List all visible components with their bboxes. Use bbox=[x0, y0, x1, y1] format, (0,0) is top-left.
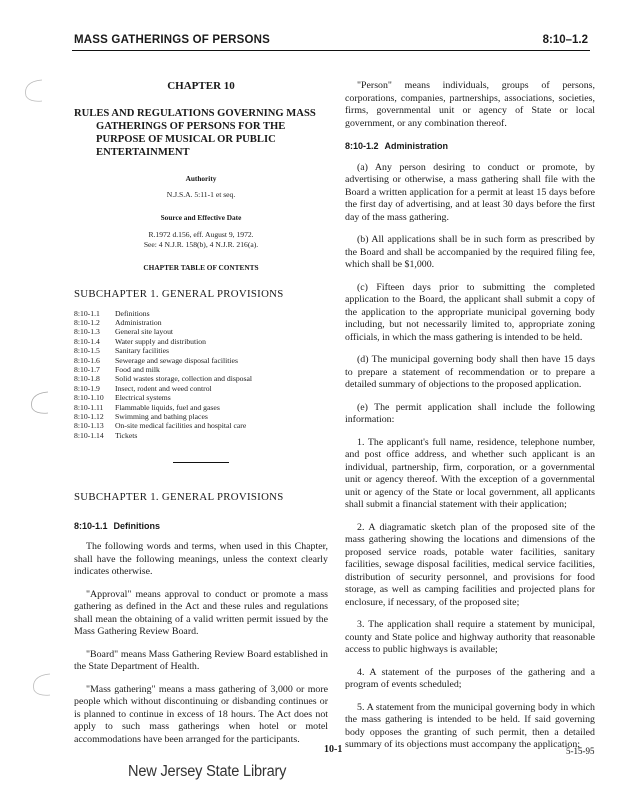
toc-number: 8:10-1.1 bbox=[74, 308, 100, 318]
punch-hole-mark bbox=[22, 78, 46, 104]
paragraph: 5. A statement from the municipal governing body in which the mass gathering is intended to be held. If said governing body opposes the granting of such permit, then a detailed summary of its objections must accompany the application; bbox=[345, 701, 595, 750]
toc-number: 8:10-1.9 bbox=[74, 383, 100, 393]
running-header-title: MASS GATHERINGS OF PERSONS bbox=[74, 34, 271, 46]
toc-entry bbox=[74, 374, 328, 383]
header-rule bbox=[72, 50, 590, 51]
toc-label: Solid wastes storage, collection and disposal bbox=[115, 374, 253, 384]
paragraph: "Person" means individuals, groups of persons, corporations, companies, partnerships, associations, societies, firms, governmental unit or agency of State or local government, or any combination thereof. bbox=[345, 80, 595, 129]
paragraph: 2. A diagramatic sketch plan of the proposed site of the mass gathering showing the locations and dimensions of the proposed service roads, potable water facilities, sanitary facilities, sewage disposal facilities, medical service facilities, distribution of security personnel, and provisions for food storage, as well as camping facilities and projected plans for enclosure, if necessary, of the proposed site; bbox=[345, 521, 595, 608]
paragraph: 4. A statement of the purposes of the gathering and a program of events scheduled; bbox=[345, 666, 595, 690]
library-stamp: New Jersey State Library bbox=[128, 763, 287, 780]
page-number: 10-1 bbox=[324, 744, 343, 755]
section-label: Administration bbox=[384, 141, 449, 151]
toc-heading: CHAPTER TABLE OF CONTENTS bbox=[143, 262, 259, 272]
paragraph: 3. The application shall require a statement by municipal, county and State police and highway authority that reasonable access to public highways is available; bbox=[345, 619, 595, 655]
toc-label: Flammable liquids, fuel and gases bbox=[115, 402, 220, 412]
toc-entry bbox=[74, 431, 328, 440]
chapter-number: CHAPTER 10 bbox=[167, 80, 235, 92]
section-separator bbox=[173, 462, 229, 463]
subchapter-title: SUBCHAPTER 1. GENERAL PROVISIONS bbox=[74, 491, 284, 504]
toc-label: Sewerage and sewage disposal facilities bbox=[115, 355, 238, 365]
toc-number: 8:10-1.2 bbox=[74, 317, 100, 327]
source-line: See: 4 N.J.R. 158(b), 4 N.J.R. 216(a). bbox=[143, 239, 259, 249]
source-heading: Source and Effective Date bbox=[160, 213, 242, 222]
paragraph: "Mass gathering" means a mass gathering of 3,000 or more people which without discontinuing or disbanding continues or is planned to continue in excess of 18 hours. The Act does not apply to such mass gatherings when hotel or motel accommodations have been arranged for the participants. bbox=[74, 683, 328, 745]
right-column bbox=[345, 70, 595, 762]
source-text bbox=[74, 230, 328, 250]
left-column bbox=[74, 70, 328, 756]
toc-label: Insect, rodent and weed control bbox=[115, 383, 212, 393]
section-code: 8:10-1.2 bbox=[345, 141, 379, 151]
source-line: R.1972 d.156, eff. August 9, 1972. bbox=[148, 229, 254, 239]
paragraph: "Approval" means approval to conduct or promote a mass gathering as defined in the Act and these rules and regulations shall mean the obtaining of a valid written permit issued by the Mass Gathering Review Board. bbox=[74, 588, 328, 638]
table-of-contents bbox=[74, 309, 328, 441]
paragraph: (a) Any person desiring to conduct or promote, by advertising or otherwise, a mass gathering shall file with the Board a written application for a permit at least 15 days before the first day of advertising, and at least 30 days before the first day of the mass gathering. bbox=[345, 161, 595, 223]
toc-entry bbox=[74, 393, 328, 402]
toc-number: 8:10-1.5 bbox=[74, 346, 100, 356]
toc-number: 8:10-1.8 bbox=[74, 374, 100, 384]
toc-entry bbox=[74, 365, 328, 374]
paragraph: (c) Fifteen days prior to submitting the completed application to the Board, the applicant shall submit a copy of the application to the appropriate municipal governing body including, but not necessarily limited to, appropriate zoning officials, in which the mass gathering is intended to be held. bbox=[345, 281, 595, 343]
toc-entry bbox=[74, 346, 328, 355]
paragraph: (d) The municipal governing body shall then have 15 days to prepare a statement of recommendation or to prepare a detailed summary of objections to the proposed application. bbox=[345, 354, 595, 390]
toc-label: Water supply and distribution bbox=[115, 336, 206, 346]
toc-label: On-site medical facilities and hospital care bbox=[115, 421, 247, 431]
toc-label: Definitions bbox=[115, 308, 150, 318]
toc-number: 8:10-1.6 bbox=[74, 355, 100, 365]
punch-hole-mark bbox=[30, 672, 54, 698]
toc-number: 8:10-1.10 bbox=[74, 393, 104, 403]
toc-label: Administration bbox=[115, 317, 162, 327]
toc-number: 8:10-1.13 bbox=[74, 421, 104, 431]
authority-heading: Authority bbox=[185, 173, 217, 183]
toc-entry bbox=[74, 403, 328, 412]
punch-hole-mark bbox=[28, 390, 52, 416]
toc-label: General site layout bbox=[115, 327, 174, 337]
section-heading-administration bbox=[345, 140, 595, 153]
toc-label: Tickets bbox=[115, 430, 138, 440]
toc-entry bbox=[74, 356, 328, 365]
toc-entry bbox=[74, 384, 328, 393]
section-label: Definitions bbox=[113, 520, 161, 531]
section-heading-definitions bbox=[74, 520, 328, 533]
authority-text: N.J.S.A. 5:11-1 et seq. bbox=[166, 190, 236, 199]
running-header-section: 8:10–1.2 bbox=[542, 34, 588, 46]
revision-date: 5-15-95 bbox=[566, 746, 595, 756]
toc-label: Swimming and bathing places bbox=[115, 411, 208, 421]
toc-label: Food and milk bbox=[115, 364, 160, 374]
paragraph: (b) All applications shall be in such form as prescribed by the Board and shall be accompanied by the required filing fee, which shall be $1,000. bbox=[345, 234, 595, 270]
toc-entry bbox=[74, 327, 328, 336]
paragraph: 1. The applicant's full name, residence, telephone number, and post office address, and whether such applicant is an individual, partnership, firm, corporation, or a governmental unit or agency thereof. With the exception of a governmental unit or agency of the State or local government, all applicants shall submit a financial statement with their application; bbox=[345, 436, 595, 510]
toc-label: Electrical systems bbox=[115, 393, 171, 403]
toc-number: 8:10-1.14 bbox=[74, 430, 104, 440]
toc-entry bbox=[74, 412, 328, 421]
paragraph: The following words and terms, when used in this Chapter, shall have the following meanings, unless the context clearly indicates otherwise. bbox=[74, 541, 328, 578]
paragraph: "Board" means Mass Gathering Review Board established in the State Department of Health. bbox=[74, 648, 328, 673]
subchapter-title: SUBCHAPTER 1. GENERAL PROVISIONS bbox=[74, 288, 284, 300]
chapter-title: RULES AND REGULATIONS GOVERNING MASS GATHERINGS OF PERSONS FOR THE PURPOSE OF MUSICAL OR PUBLIC ENTERTAINMENT bbox=[74, 107, 316, 158]
toc-entry bbox=[74, 337, 328, 346]
paragraph: (e) The permit application shall include the following information: bbox=[345, 401, 595, 425]
toc-number: 8:10-1.3 bbox=[74, 327, 100, 337]
toc-entry bbox=[74, 318, 328, 327]
toc-number: 8:10-1.4 bbox=[74, 336, 100, 346]
section-code: 8:10-1.1 bbox=[74, 520, 108, 531]
toc-label: Sanitary facilities bbox=[115, 346, 170, 356]
toc-entry bbox=[74, 309, 328, 318]
toc-number: 8:10-1.11 bbox=[74, 402, 104, 412]
toc-number: 8:10-1.7 bbox=[74, 364, 100, 374]
toc-entry bbox=[74, 421, 328, 430]
toc-number: 8:10-1.12 bbox=[74, 411, 104, 421]
